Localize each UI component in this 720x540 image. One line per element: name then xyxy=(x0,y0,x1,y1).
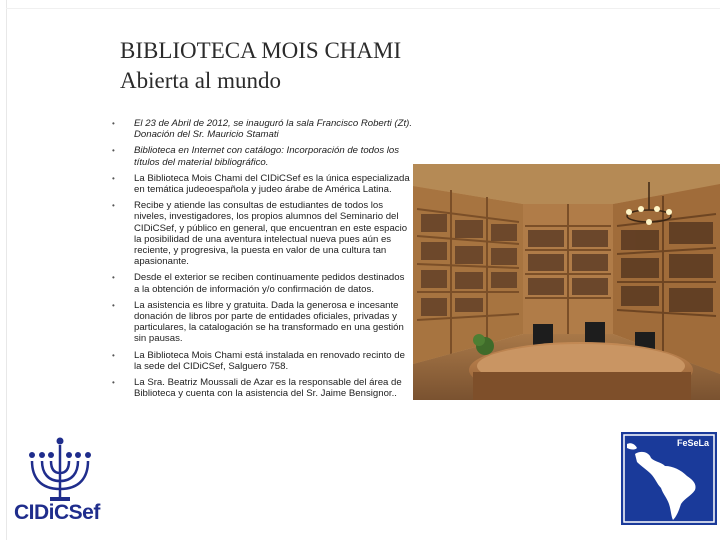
bullet-item: • El 23 de Abril de 2012, se inauguró la sala Francisco Roberti (Zt). Donación del Sr. Mauricio Stamati xyxy=(112,118,412,140)
slide-title xyxy=(120,36,560,96)
bullet-item: • La Biblioteca Mois Chami está instalada en renovado recinto de la sede del CIDiCSef, Salguero 758. xyxy=(112,350,412,372)
slide-border-top xyxy=(6,8,720,9)
cidicsef-logo-text: CIDiCSef xyxy=(14,501,100,524)
bullet-item: • La asistencia es libre y gratuita. Dada la generosa e incesante donación de libros por parte de entidades oficiales, privadas y particulares, la catalogación se ha transformado en una gestión sin pausas. xyxy=(112,300,412,345)
fesela-logo-text: FeSeLa xyxy=(676,438,709,448)
library-photo xyxy=(413,164,720,400)
slide-border-left xyxy=(6,0,7,540)
bullet-list xyxy=(112,118,412,404)
cidicsef-logo xyxy=(10,427,110,527)
fesela-logo xyxy=(621,432,717,525)
library-photo-image xyxy=(413,164,720,400)
title-line-1: BIBLIOTECA MOIS CHAMI xyxy=(120,38,402,63)
bullet-item: • La Sra. Beatriz Moussali de Azar es la responsable del área de Biblioteca y cuenta con la asistencia del Sr. Jaime Bensignor.. xyxy=(112,377,412,399)
bullet-item: • La Biblioteca Mois Chami del CIDiCSef es la única especializada en temática judeoespañola y judeo árabe de América Latina. xyxy=(112,173,412,195)
title-line-2: Abierta al mundo xyxy=(120,68,281,93)
bullet-item: • Biblioteca en Internet con catálogo: Incorporación de todos los títulos del material bibliográfico. xyxy=(112,145,412,167)
bullet-item: • Recibe y atiende las consultas de estudiantes de todos los niveles, investigadores, los propios alumnos del Seminario del CIDiCSef, y público en general, que encuentran en este espacio la posibilidad de una aventura intelectual nueva pues aún es reciente, y progresiva, la puesta en valor de una cultura tan apasionante. xyxy=(112,200,412,267)
bullet-item: • Desde el exterior se reciben continuamente pedidos destinados a la obtención de información y/o confirmación de datos. xyxy=(112,272,412,294)
